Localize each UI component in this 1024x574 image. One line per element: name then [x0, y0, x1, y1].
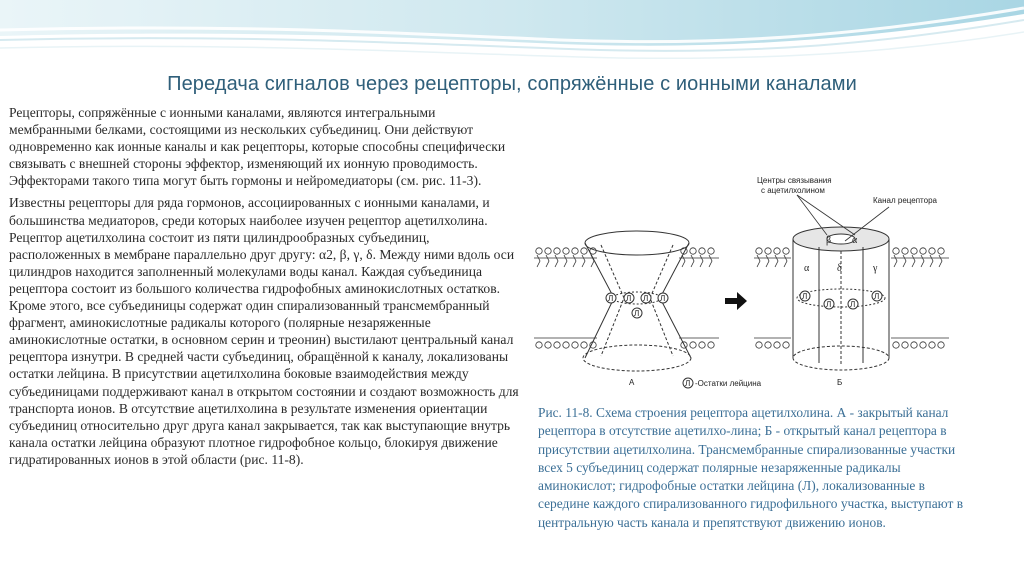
- channel-label: Канал рецептора: [873, 196, 937, 205]
- binding-centers-label-line2: с ацетилхолином: [761, 186, 825, 195]
- leucine-label: Л: [643, 294, 649, 303]
- arrow-icon: [725, 292, 747, 310]
- leucine-label: Л: [874, 292, 880, 301]
- leucine-label: Л: [634, 309, 640, 318]
- panel-b-label: Б: [837, 378, 843, 387]
- leucine-label: Л: [802, 292, 808, 301]
- header-wave-decoration: [0, 0, 1024, 70]
- leucine-label: Л: [826, 300, 832, 309]
- subunit-gamma-label: γ: [873, 263, 878, 274]
- paragraph-acetylcholine: Известны рецепторы для ряда гормонов, ассоциированных с ионными каналами, и большинства медиаторов, среди которых наиболее изучен рецептор ацетилхолина. Рецептор ацетилхолина состоит из пяти цилиндрообразных субъединиц, расположенных в мембране параллельно друг другу: α2, β, γ, δ. Между ними вдоль оси цилиндров находится заполненный молекулами воды канал. Каждая субъединица рецептора состоит из большого количества гидрофобных аминокислотных остатков. Кроме этого, все субъединицы содержат один спирализованный трансмембранный фрагмент, аминокислотные радикалы которого (полярные незаряженные аминокислотные остатки, в основном серин и треонин) выстилают центральный канал рецептора изнутри. В средней части субъединиц, обращённой к каналу, локализованы остатки лейцина. В присутствии ацетилхолина боковые взаимодействия между субъединицами поддерживают канал в открытом состоянии и создают возможность для транспорта ионов. В отсутствие ацетилхолина в результате изменения ориентации субъединиц относительно друг друга канал закрывается, так как выступающие внутрь канала остатки лейцина образуют плотное гидрофобное кольцо, блокируя движение гидратированных ионов в этой области (рис. 11-8).: [9, 195, 519, 467]
- leucine-label: Л: [660, 294, 666, 303]
- legend-text: -Остатки лейцина: [695, 379, 762, 388]
- leucine-markers-closed: [606, 293, 668, 318]
- leucine-label: Л: [850, 300, 856, 309]
- subunit-beta-label: β: [826, 235, 832, 246]
- body-text: [9, 104, 521, 473]
- membrane-right: [754, 248, 949, 348]
- closed-channel-shape: [583, 231, 691, 371]
- binding-centers-label: Центры связывания: [757, 176, 832, 185]
- leucine-label: Л: [626, 294, 632, 303]
- leucine-label: Л: [608, 294, 614, 303]
- subunit-alpha-label: α: [804, 263, 810, 274]
- receptor-figure: [529, 173, 955, 400]
- slide-title: Передача сигналов через рецепторы, сопряжённые с ионными каналами: [167, 73, 857, 95]
- panel-a-label: А: [629, 378, 635, 387]
- paragraph-intro: Рецепторы, сопряжённые с ионными каналами, являются интегральными мембранными белками, состоящими из нескольких субъединиц. Они действуют одновременно как ионные каналы и как рецепторы, которые способны специфически связывать с внешней стороны эффектор, изменяющий их ионную проводимость. Эффекторами такого типа могут быть гормоны и нейромедиаторы (см. рис. 11-3).: [9, 105, 506, 189]
- subunit-alpha-top-label: α: [852, 235, 858, 246]
- receptor-diagram: [529, 173, 955, 400]
- figure-caption: Рис. 11-8. Схема строения рецептора ацетилхолина. А - закрытый канал рецептора в отсутствие ацетилхо-лина; Б - открытый канал рецептора в присутствии ацетилхолина. Трансмембранные спирализованные участки всех 5 субъединиц содержат полярные незаряженные радикалы аминокислот; гидрофобные остатки лейцина (Л), локализованные в середине каждого спирализованного гидрофильного участка, выступают в центральную часть канала и препятствуют движению ионов.: [538, 405, 964, 530]
- legend-symbol: Л: [685, 379, 691, 388]
- subunit-delta-label: δ: [837, 263, 842, 274]
